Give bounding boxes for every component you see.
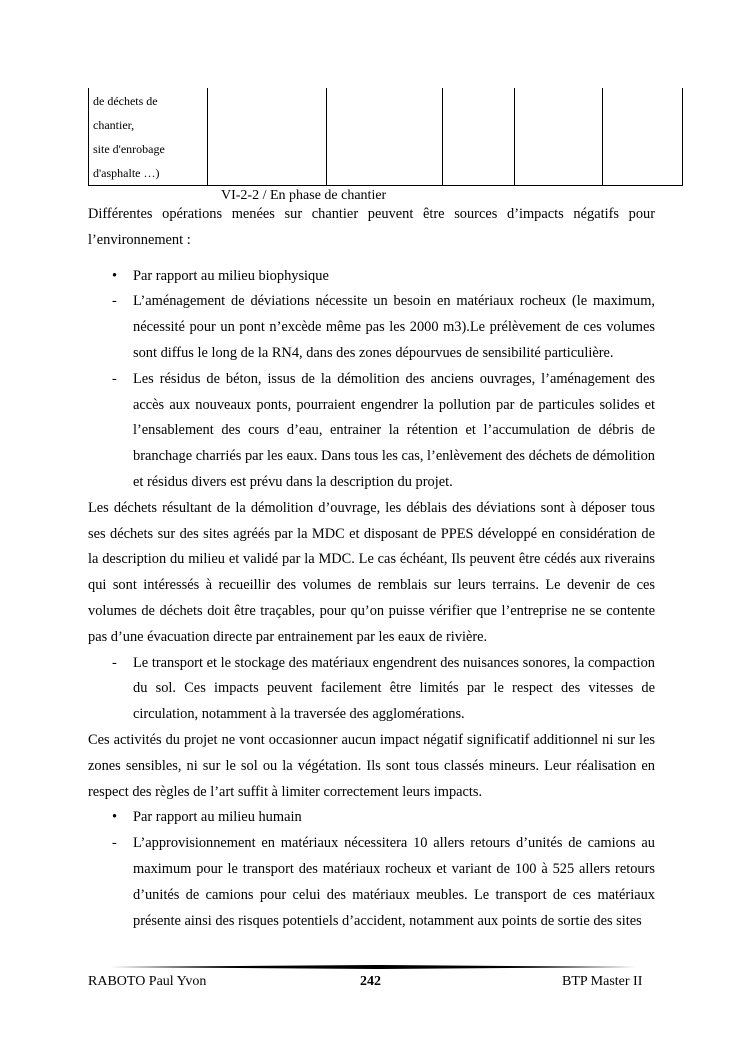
bullet-icon: • bbox=[112, 809, 118, 826]
table-cell-line: d'asphalte …) bbox=[93, 166, 160, 180]
dash-item bbox=[88, 651, 655, 728]
bullet-text: Par rapport au milieu humain bbox=[133, 809, 302, 826]
footer-divider bbox=[110, 965, 640, 969]
table-column-divider bbox=[514, 88, 515, 185]
dash-text: L’approvisionnement en matériaux nécessitera 10 allers retours d’unités de camions au maximum pour le transport des matériaux rocheux et variant de 100 à 525 allers retours d’unités de camions pour celui des matériaux meubles. Le transport de ces matériaux présente ainsi des risques potentiels d’accident, notamment aux points de sortie des sites bbox=[133, 835, 655, 929]
dash-icon: - bbox=[112, 293, 117, 310]
dash-text: L’aménagement de déviations nécessite un besoin en matériaux rocheux (le maximum, nécessité pour un pont n’excède même pas les 2000 m3).Le prélèvement de ces volumes sont diffus le long de la RN4, dans des zones dépourvues de sensibilité particulière. bbox=[133, 293, 655, 361]
dash-item bbox=[88, 831, 655, 934]
dash-item bbox=[88, 289, 655, 366]
paragraph: Différentes opérations menées sur chantier peuvent être sources d’impacts négatifs pour l’environnement : bbox=[88, 206, 655, 248]
page-number: 242 bbox=[360, 974, 381, 989]
table-column-divider bbox=[207, 88, 208, 185]
bullet-item bbox=[88, 264, 655, 290]
table-cell-line: site d'enrobage bbox=[93, 142, 165, 156]
table-first-cell bbox=[93, 89, 165, 185]
bullet-item bbox=[88, 805, 655, 831]
table-cell-line: chantier, bbox=[93, 118, 135, 132]
table-cell-line: de déchets de bbox=[93, 94, 158, 108]
table-fragment bbox=[88, 88, 683, 186]
dash-icon: - bbox=[112, 370, 117, 387]
bullet-text: Par rapport au milieu biophysique bbox=[133, 267, 329, 284]
footer-program: BTP Master II bbox=[562, 974, 643, 989]
paragraph: Les déchets résultant de la démolition d’ouvrage, les déblais des déviations sont à déposer tous ses déchets sur des sites agréés par la MDC et disposant de PPES développé en considération de la description du milieu et validé par la MDC. Le cas échéant, Ils peuvent être cédés aux riverains qui sont intéressés à recueillir des volumes de remblais sur leurs terrains. Le devenir de ces volumes de déchets doit être traçables, pour qu’on puisse vérifier que l’entreprise ne se contente pas d’une évacuation directe par entrainement par les eaux de rivière. bbox=[88, 499, 655, 645]
dash-text: Le transport et le stockage des matériaux engendrent des nuisances sonores, la compaction du sol. Ces impacts peuvent facilement être limités par le respect des vitesses de circulation, notamment à la traversée des agglomérations. bbox=[133, 654, 655, 723]
dash-icon: - bbox=[112, 835, 117, 852]
section-heading: VI-2-2 / En phase de chantier bbox=[221, 188, 387, 203]
dash-item bbox=[88, 367, 655, 496]
bullet-icon: • bbox=[112, 267, 118, 284]
dash-text: Les résidus de béton, issus de la démolition des anciens ouvrages, l’aménagement des accès aux nouveaux ponts, pourraient engendrer la pollution par de particules solides et l’ensablement des cours d’eau, entrainer la rétention et l’accumulation de débris de branchage charriés par les eaux. Dans tous les cas, l’enlèvement des déchets de démolition et résidus divers est prévu dans la description du projet. bbox=[133, 370, 655, 490]
paragraph: Ces activités du projet ne vont occasionner aucun impact négatif significatif additionnel ni sur les zones sensibles, ni sur le sol ou la végétation. Ils sont tous classés mineurs. Leur réalisation en respect des règles de l’art suffit à limiter correctement leurs impacts. bbox=[88, 731, 655, 800]
table-column-divider bbox=[326, 88, 327, 185]
table-column-divider bbox=[602, 88, 603, 185]
table-column-divider bbox=[442, 88, 443, 185]
footer-author: RABOTO Paul Yvon bbox=[88, 974, 207, 989]
body-content bbox=[88, 202, 655, 934]
dash-icon: - bbox=[112, 654, 117, 671]
